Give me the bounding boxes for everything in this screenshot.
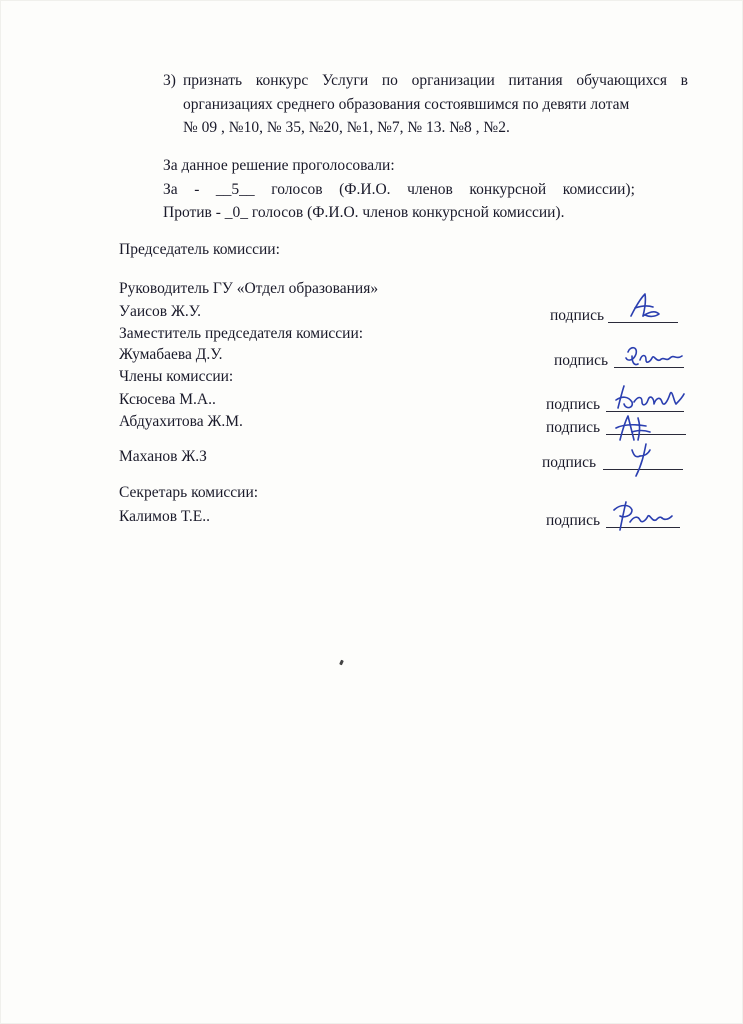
- vote-against-line: Против - _0_ голосов (Ф.И.О. членов конкурсной комиссии).: [163, 204, 565, 221]
- signature-secretary-icon: [610, 496, 674, 536]
- vote-word: комиссии);: [562, 181, 635, 198]
- vote-word: членов: [407, 181, 453, 198]
- member-2-name: Абдуахитова Ж.М.: [119, 413, 243, 430]
- deputy-heading: Заместитель председателя комиссии:: [119, 325, 364, 342]
- decision-word: конкурс: [255, 72, 309, 89]
- decision-word: признать: [183, 72, 243, 89]
- signature-label-chair: подпись: [550, 307, 605, 324]
- decision-word: организации: [411, 72, 495, 89]
- decision-word: обучающихся: [576, 72, 667, 89]
- scan-speck: [339, 660, 344, 666]
- chair-heading: Председатель комиссии:: [119, 241, 280, 258]
- signature-member-3-icon: [622, 440, 656, 480]
- signature-deputy-icon: [622, 342, 686, 372]
- chair-position: Руководитель ГУ «Отдел образования»: [119, 280, 379, 297]
- vote-word: (Ф.И.О.: [339, 181, 391, 198]
- signature-label-secretary: подпись: [546, 512, 601, 529]
- vote-word: За: [163, 181, 178, 198]
- decision-line-2: организациях среднего образования состоявшимся по девяти лотам: [183, 96, 630, 113]
- vote-word: -: [194, 181, 200, 198]
- vote-word: __5__: [215, 181, 255, 198]
- decision-word: по: [381, 72, 398, 89]
- signature-label-member-2: подпись: [546, 419, 601, 436]
- decision-line-1: [183, 72, 688, 90]
- vote-word: конкурсной: [469, 181, 547, 198]
- decision-word: Услуги: [321, 72, 369, 89]
- item-number: 3): [163, 72, 176, 89]
- signature-label-member-3: подпись: [542, 454, 597, 471]
- decision-line-3: № 09 , №10, № 35, №20, №1, №7, № 13. №8 , №2.: [183, 119, 510, 136]
- member-1-name: Ксюсева М.А..: [119, 391, 216, 408]
- signature-label-deputy: подпись: [554, 352, 609, 369]
- members-heading: Члены комиссии:: [119, 368, 234, 385]
- signature-line-chair: [608, 322, 678, 323]
- signature-chair-icon: [625, 290, 665, 322]
- secretary-heading: Секретарь комиссии:: [119, 484, 259, 501]
- vote-word: голосов: [271, 181, 323, 198]
- decision-word: в: [680, 72, 688, 89]
- decision-word: питания: [508, 72, 563, 89]
- vote-heading: За данное решение проголосовали:: [163, 157, 395, 174]
- signature-label-member-1: подпись: [546, 396, 601, 413]
- secretary-name: Калимов Т.Е..: [119, 508, 210, 525]
- chair-name: Уаисов Ж.У.: [119, 303, 202, 320]
- deputy-name: Жумабаева Д.У.: [119, 346, 223, 363]
- vote-for-line: [163, 181, 635, 199]
- member-3-name: Маханов Ж.З: [119, 448, 207, 465]
